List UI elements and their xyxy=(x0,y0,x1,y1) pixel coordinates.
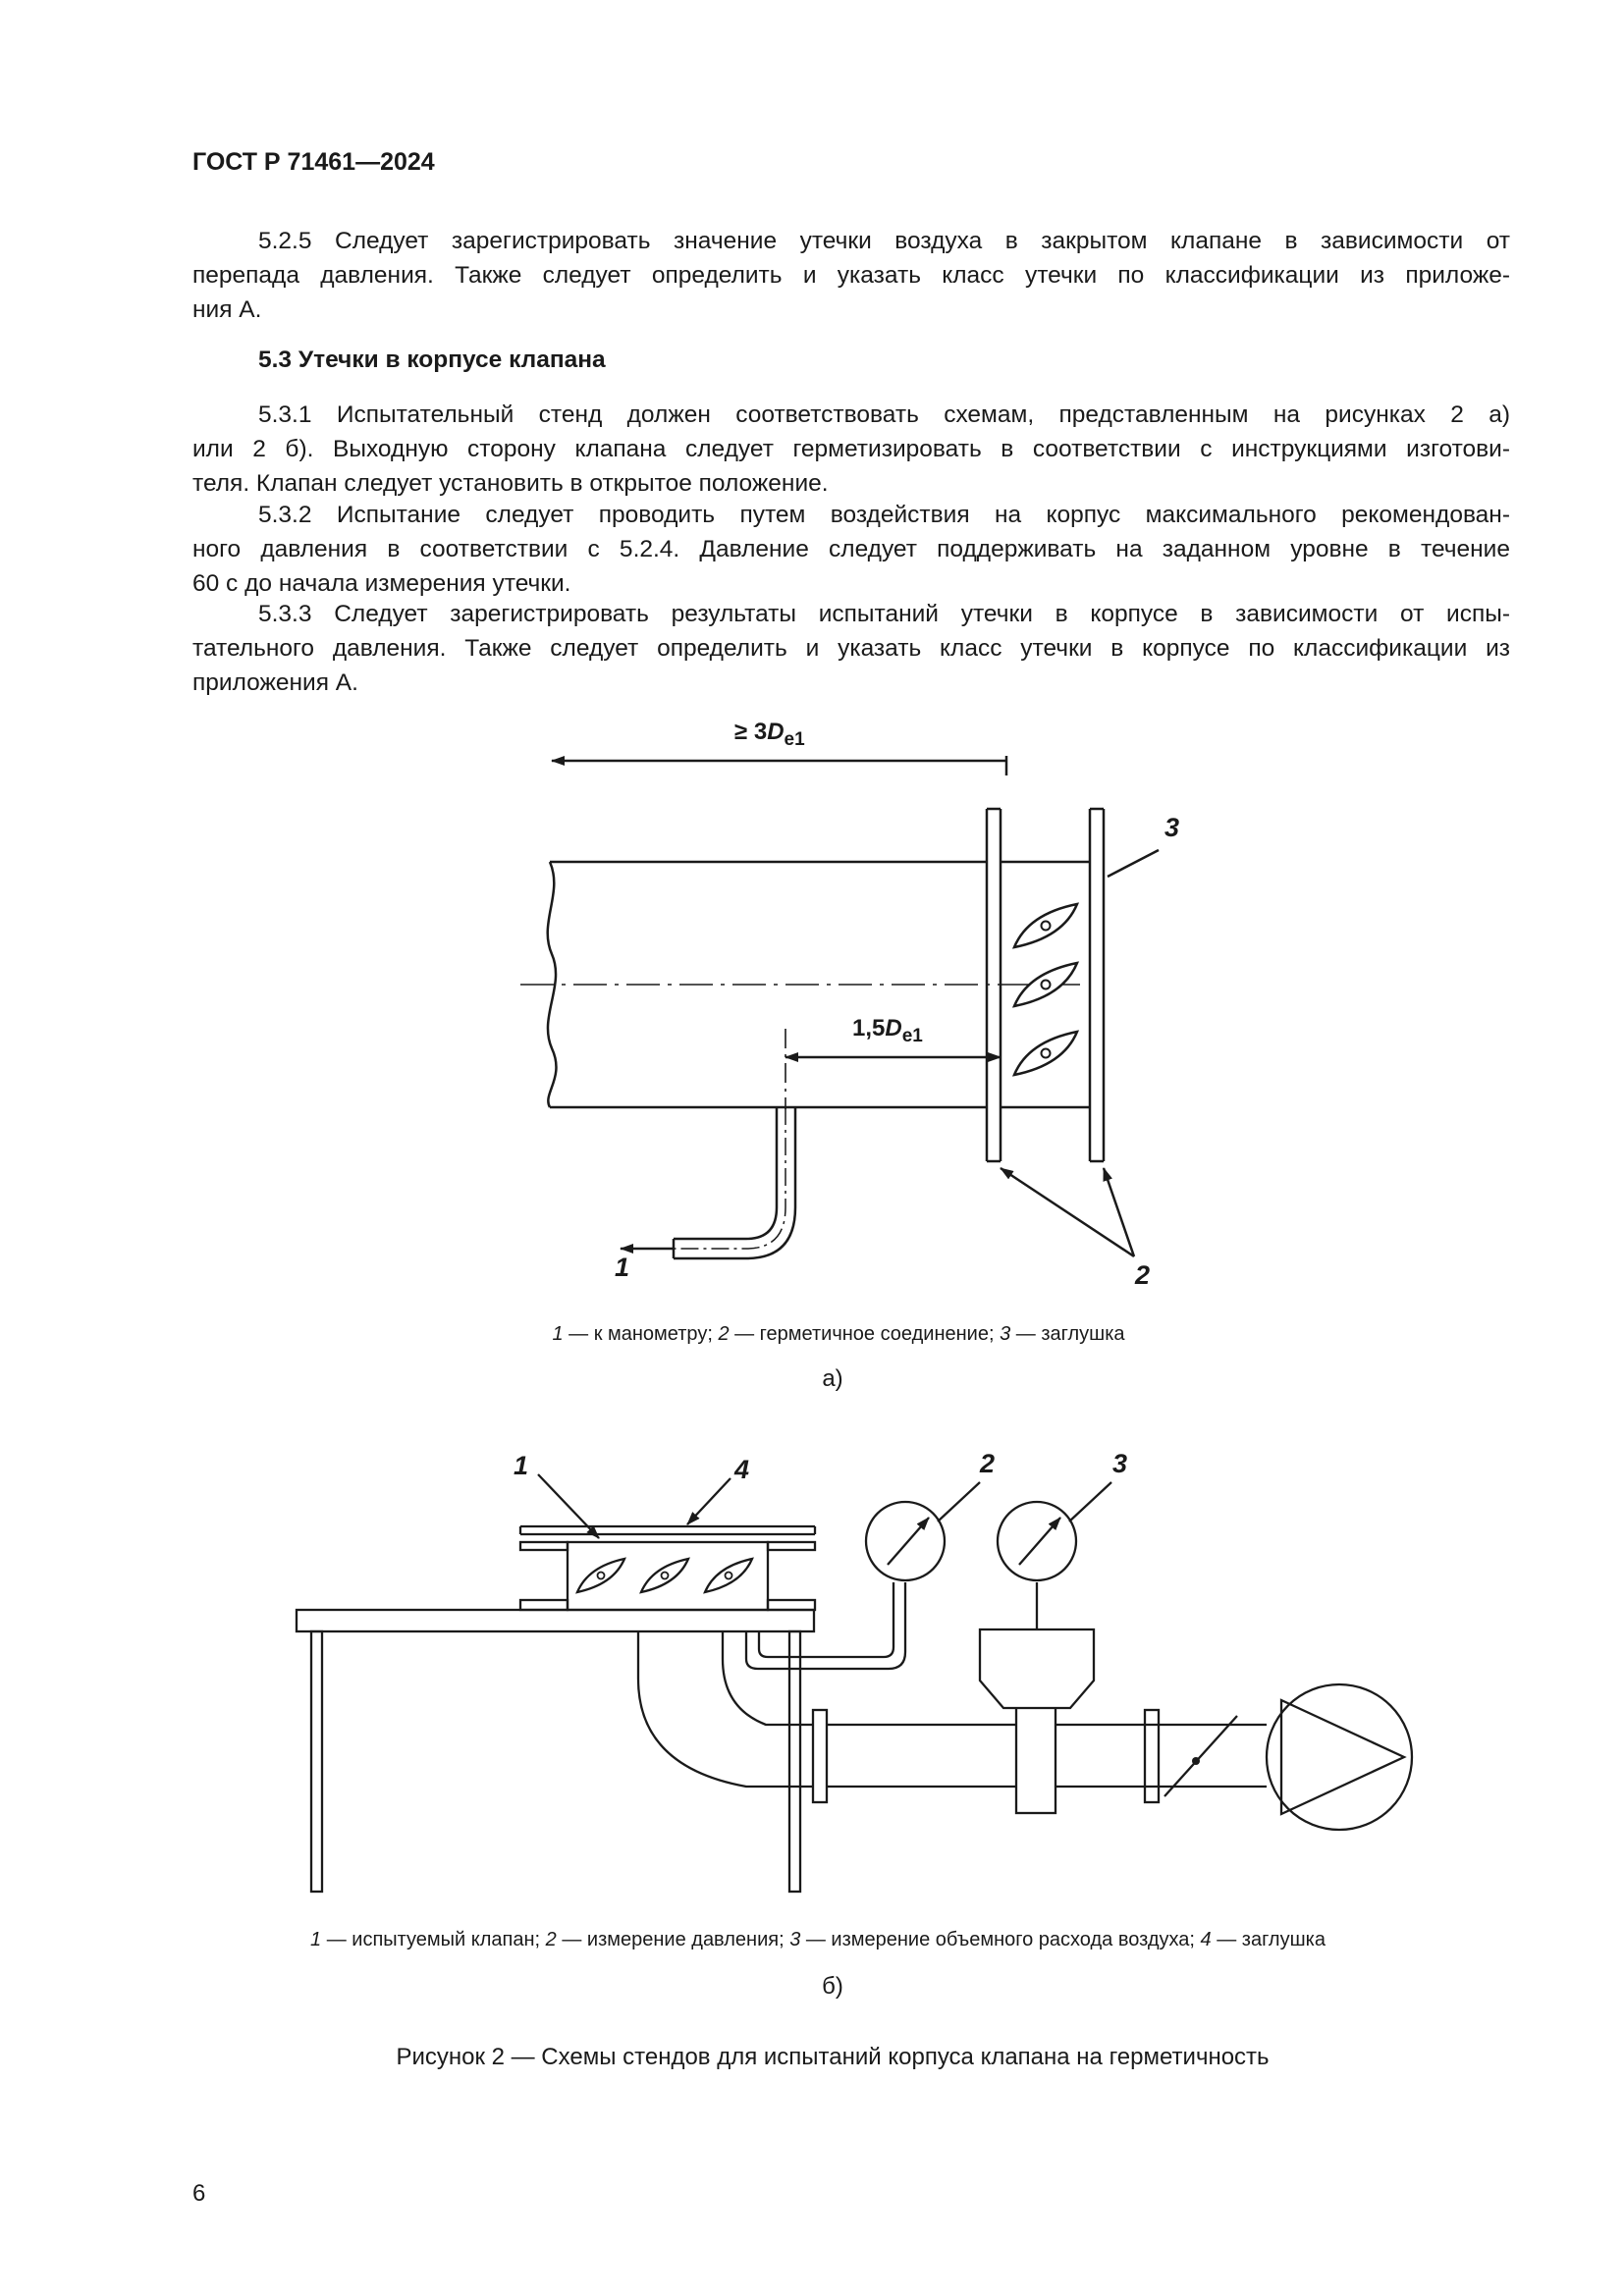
legend-num: 2 xyxy=(545,1929,557,1950)
text-line: 5.3.2 Испытание следует проводить путем воздействия на корпус максимального рекомендован- xyxy=(258,502,1510,528)
dim-subscript: e1 xyxy=(784,729,805,750)
clause-5-3-3 xyxy=(192,597,1510,700)
legend-num: 1 xyxy=(552,1323,564,1345)
legend-text: — измерение объемного расхода воздуха; xyxy=(800,1929,1201,1950)
text-line: 60 с до начала измерения утечки. xyxy=(192,570,571,597)
figure-b-sublabel: б) xyxy=(822,1973,843,2000)
text-line: 5.2.5 Следует зарегистрировать значение утечки воздуха в закрытом клапане в зависимости от xyxy=(258,228,1510,254)
figure-a-legend xyxy=(0,1323,1624,1346)
legend-num: 3 xyxy=(789,1929,801,1950)
legend-text: — заглушка xyxy=(1211,1929,1326,1950)
callout-2: 2 xyxy=(980,1449,996,1478)
clause-5-3-2 xyxy=(192,498,1510,601)
text-line: ного давления в соответствии с 5.2.4. Давление следует поддерживать на заданном уровне в течение xyxy=(192,536,1510,562)
text-line: тательного давления. Также следует определить и указать класс утечки в корпусе по классификации из xyxy=(192,635,1510,662)
text-line: 5.3.1 Испытательный стенд должен соответствовать схемам, представленным на рисунках 2 а) xyxy=(258,401,1510,428)
legend-num: 1 xyxy=(310,1929,322,1950)
text-line: или 2 б). Выходную сторону клапана следует герметизировать в соответствии с инструкциями изготови- xyxy=(192,436,1510,462)
text-line: приложения А. xyxy=(192,669,358,696)
dim-prefix: ≥ 3 xyxy=(734,719,768,745)
figure-title: Рисунок 2 — Схемы стендов для испытаний корпуса клапана на герметичность xyxy=(396,2044,1270,2070)
callout-2: 2 xyxy=(1135,1260,1151,1290)
figure-a-diagram xyxy=(0,687,1624,1374)
dim-label-3de1 xyxy=(734,719,805,750)
legend-num: 2 xyxy=(718,1323,730,1345)
text-line: перепада давления. Также следует определить и указать класс утечки по классификации из приложе- xyxy=(192,262,1510,289)
figure-b-legend xyxy=(0,1929,1624,1951)
dim-subscript: e1 xyxy=(901,1026,923,1046)
legend-num: 4 xyxy=(1200,1929,1212,1950)
dim-label-1-5de1 xyxy=(852,1015,923,1046)
text-line: теля. Клапан следует установить в открытое положение. xyxy=(192,470,829,497)
legend-num: 3 xyxy=(1000,1323,1011,1345)
dim-prefix: 1,5 xyxy=(852,1015,886,1041)
legend-text: — измерение давления; xyxy=(556,1929,790,1950)
callout-1: 1 xyxy=(615,1253,630,1282)
callout-1: 1 xyxy=(514,1451,529,1480)
legend-text: — заглушка xyxy=(1010,1323,1125,1345)
legend-text: — к манометру; xyxy=(563,1323,719,1345)
figure-b-diagram xyxy=(0,1433,1624,1944)
dim-symbol: D xyxy=(885,1015,902,1041)
clause-5-3-1 xyxy=(192,398,1510,501)
callout-4: 4 xyxy=(734,1455,750,1484)
callout-3: 3 xyxy=(1112,1449,1128,1478)
figure-a-sublabel: а) xyxy=(822,1365,843,1392)
callout-3: 3 xyxy=(1164,813,1180,842)
clause-5-2-5 xyxy=(192,224,1510,327)
text-line: 5.3.3 Следует зарегистрировать результаты испытаний утечки в корпусе в зависимости от испы- xyxy=(258,601,1510,627)
dim-symbol: D xyxy=(767,719,785,745)
page-number: 6 xyxy=(192,2180,206,2207)
legend-text: — герметичное соединение; xyxy=(729,1323,1001,1345)
text-line: ния А. xyxy=(192,296,262,323)
legend-text: — испытуемый клапан; xyxy=(321,1929,546,1950)
document-header: ГОСТ Р 71461—2024 xyxy=(192,148,435,176)
section-title: 5.3 Утечки в корпусе клапана xyxy=(258,347,606,373)
